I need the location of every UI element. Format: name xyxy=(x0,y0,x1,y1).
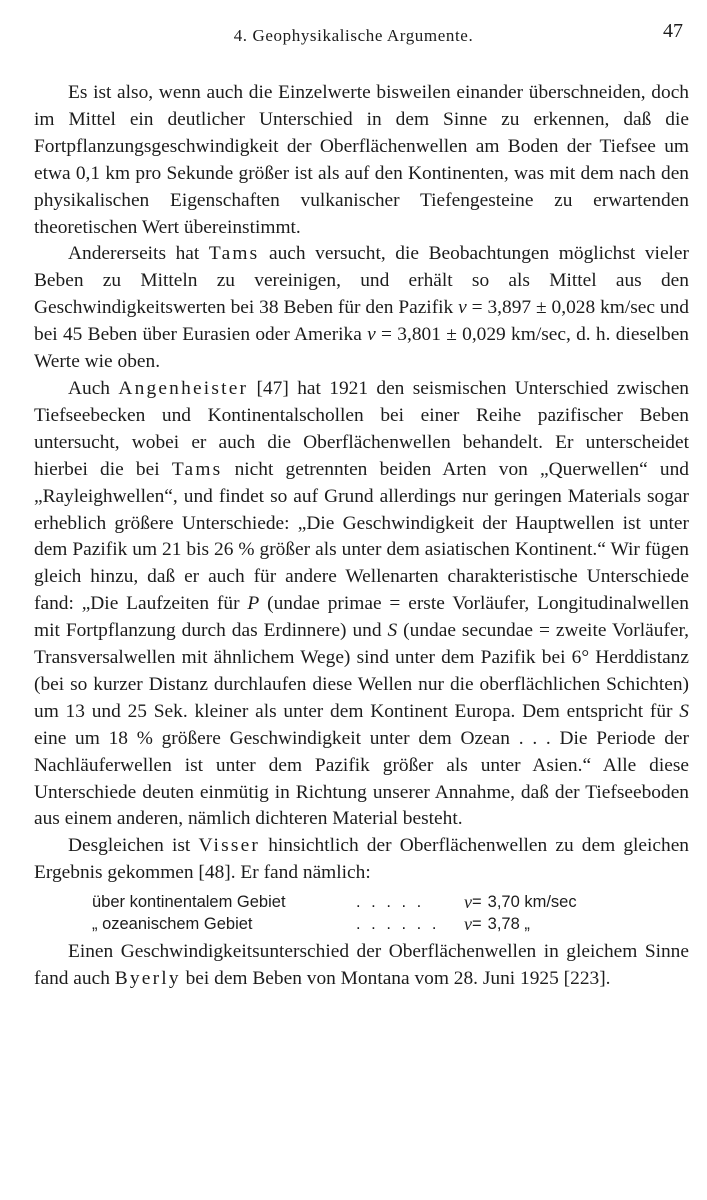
author-name-tams: Tams xyxy=(208,243,260,265)
leader-dots: . . . . . . xyxy=(356,915,440,934)
text-run: [47] hat 1921 den seismischen Unterschied zwischen Tiefseebecken und Kontinentalschollen bei einer Reihe pazifischer Beben untersucht, wobei er auch die Oberflächenwellen behandelt. Er unterscheidet hierbei die bei xyxy=(34,377,689,480)
author-name-angenheister: Angenheister xyxy=(118,377,249,399)
wave-symbol-s: S xyxy=(387,620,398,642)
page-body xyxy=(34,80,689,993)
author-name-byerly: Byerly xyxy=(114,968,181,990)
text-run: (undae secundae = zweite Vorläufer, Transversalwellen mit ähnlichem Wege) sind unter dem Pazifik bei 6° Herddistanz (bei so kurzer Distanz durchlaufen diese Wellen nur die oberflächlichen Schichten) um 13 und 25 Sek. kleiner als unter dem Kontinent Europa. Dem entspricht für xyxy=(34,620,689,722)
velocity-symbol: v xyxy=(367,324,376,346)
text-run: Desgleichen ist xyxy=(68,835,199,857)
wave-symbol-s: S xyxy=(679,700,689,722)
paragraph-5 xyxy=(34,939,689,993)
velocity-symbol: v xyxy=(464,892,472,913)
paragraph-1: Es ist also, wenn auch die Einzelwerte bisweilen einander überschneiden, doch im Mittel ein deutlicher Unterschied in dem Sinne zu erkennen, daß die Fortpflanzungsgeschwindigkeit der Oberflächenwellen am Boden der Tiefsee um etwa 0,1 km pro Sekunde größer ist als auf den Kontinenten, was mit dem nach den physikalischen Eigenschaften vulkanischer Tiefengesteine zu erwartenden theoretischen Wert übereinstimmt. xyxy=(34,82,689,238)
velocity-symbol: v xyxy=(464,914,472,935)
velocity-symbol: v xyxy=(458,297,467,319)
text-run: bei dem Beben von Montana vom 28. Juni 1925 [223]. xyxy=(180,968,611,990)
velocity-row-oceanic xyxy=(92,913,689,935)
text-run: Auch xyxy=(68,377,119,399)
text-run: Einen Geschwindigkeitsunterschied der Oberflächenwellen in gleichem Sinne fand auch xyxy=(34,941,689,990)
velocity-value: 3,70 km/sec xyxy=(487,893,577,912)
text-run: Andererseits hat xyxy=(68,243,209,265)
paragraph-3 xyxy=(34,376,689,833)
text-run: eine um 18 % größere Geschwindigkeit unter dem Ozean . . . Die Periode der Nachläuferwellen ist unter dem Pazifik größer als unter Asien.“ Alle diese Unterschiede deuten einmütig in Richtung unserer Annahme, daß der Tiefseeboden aus einem anderen, nämlich dichteren Material besteht. xyxy=(34,727,689,830)
region-label: über kontinentalem Gebiet xyxy=(92,893,286,912)
author-name-visser: Visser xyxy=(198,835,261,857)
leader-dots: . . . . . xyxy=(356,893,425,912)
text-run: = 3,801 ± 0,029 km/sec, d. h. dieselben Werte wie oben. xyxy=(34,324,689,373)
text-run: nicht getrennten beiden Arten von „Querwellen“ und „Rayleighwellen“, und findet so auf Grund allerdings nur geringen Materials sogar erheblich größere Unterschiede: „Die Geschwindigkeit der Hauptwellen ist unter dem Pazifik um 21 bis 26 % größer als unter dem asiatischen Kontinent.“ Wir fügen gleich hinzu, daß er auch für andere Wellenarten charakteristische Unterschiede fand: „Die Laufzeiten für xyxy=(34,458,689,615)
paragraph-4 xyxy=(34,833,689,887)
running-title: 4. Geophysikalische Argumente. xyxy=(233,26,474,45)
velocity-table xyxy=(92,891,689,935)
page-number: 47 xyxy=(663,20,683,42)
text-run: = 3,897 ± 0,028 km/sec und bei 45 Beben über Eurasien oder Amerika xyxy=(34,297,689,346)
author-name-tams: Tams xyxy=(171,458,223,480)
text-run: hinsichtlich der Oberflächenwellen zu dem gleichen Ergebnis gekommen [48]. Er fand nämlich: xyxy=(34,835,689,884)
velocity-value: 3,78 „ xyxy=(487,915,530,934)
wave-symbol-p: P xyxy=(247,593,260,615)
text-run: auch versucht, die Beobachtungen möglichst vieler Beben zu Mitteln zu vereinigen, und erhält so als Mittel aus den Geschwindigkeitswerten bei 38 Beben für den Pazifik xyxy=(34,243,690,319)
equals-sign: = xyxy=(472,915,482,934)
text-run: (undae primae = erste Vorläufer, Longitudinalwellen mit Fortpflanzung durch das Erdinnere) und xyxy=(34,593,689,642)
region-label: „ ozeanischem Gebiet xyxy=(92,915,253,934)
equals-sign: = xyxy=(472,893,482,912)
velocity-row-continental xyxy=(92,891,689,913)
paragraph-2 xyxy=(34,241,689,376)
